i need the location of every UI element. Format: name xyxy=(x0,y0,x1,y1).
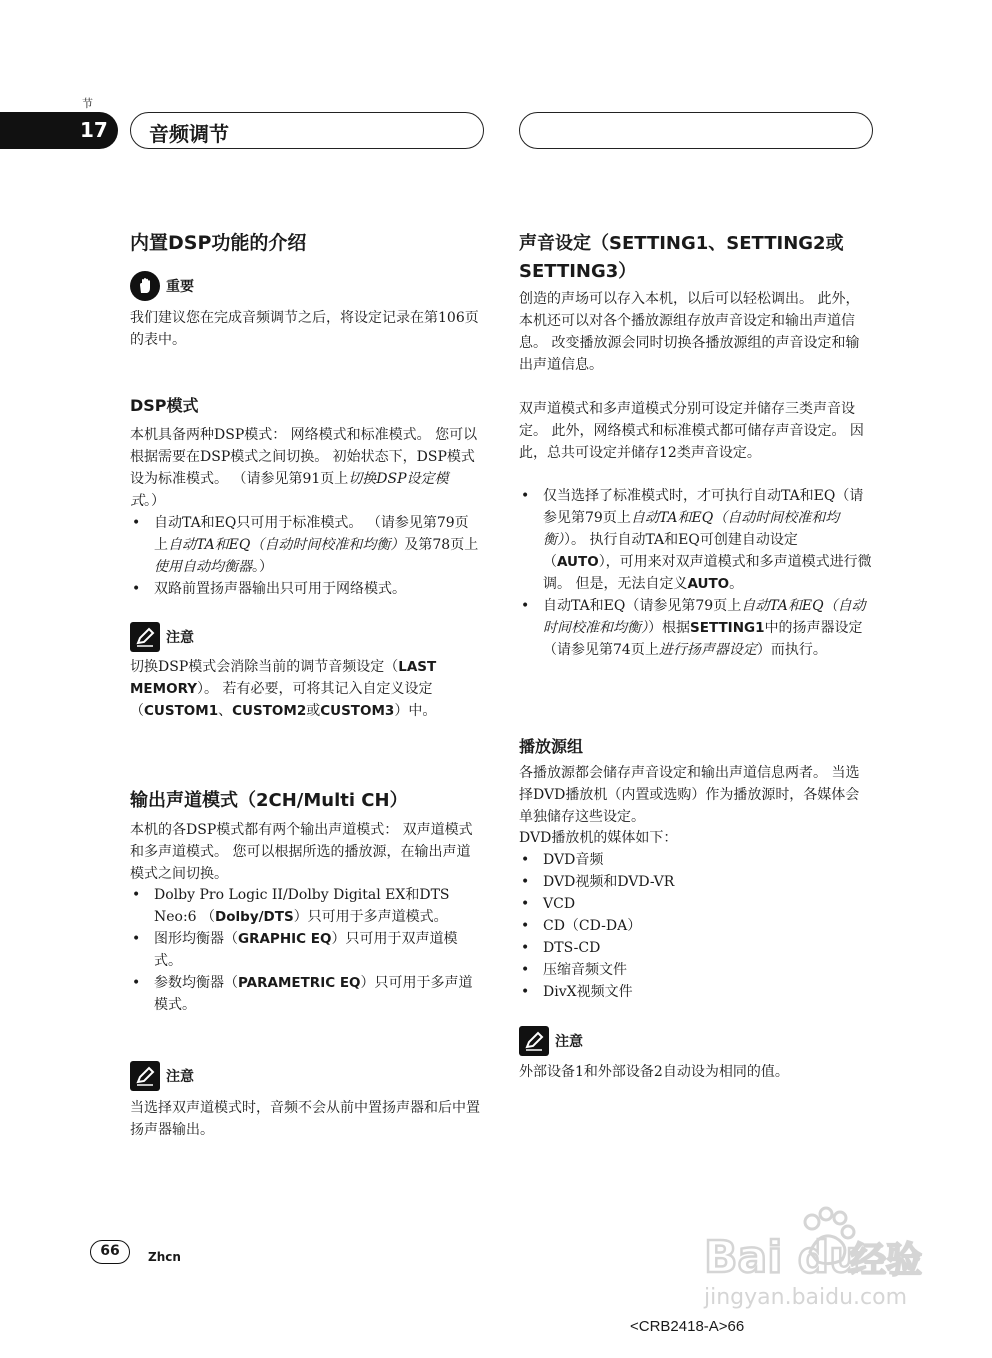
list-item: • 自动TA和EQ只可用于标准模式。 （请参见第79页上自动TA和EQ（自动时间校准和均衡）及第78页上使用自动均衡器。） xyxy=(130,512,482,578)
list-item: • DVD音频 xyxy=(519,849,873,871)
baidu-watermark-logo xyxy=(700,1200,940,1310)
important-badge xyxy=(130,271,194,301)
important-text: 我们建议您在完成音频调节之后，将设定记录在第106页的表中。 xyxy=(130,310,479,348)
list-item: • 自动TA和EQ（请参见第79页上自动TA和EQ（自动时间校准和均衡））根据SETTING1中的扬声器设定（请参见第74页上进行扬声器设定）而执行。 xyxy=(519,595,873,661)
note-badge xyxy=(130,1061,194,1091)
document-code: <CRB2418-A>66 xyxy=(630,1318,745,1335)
svg-text:经验: 经验 xyxy=(850,1240,923,1281)
note-label: 注意 xyxy=(166,630,194,646)
output-mode-list xyxy=(130,884,482,1016)
note-label: 注意 xyxy=(166,1069,194,1085)
svg-text:Bai du: Bai du xyxy=(704,1232,861,1283)
list-item: • 仅当选择了标准模式时，才可执行自动TA和EQ（请参见第79页上自动TA和EQ（自动时间校准和均衡））。 执行自动TA和EQ可创建自动设定（AUTO），可用来对双声道模式和多声道模式进行微调。 但是，无法自定义AUTO。 xyxy=(519,485,873,595)
section-number: 17 xyxy=(80,118,108,142)
chapter-title-frame xyxy=(130,112,484,149)
settings-paragraph-2: 双声道模式和多声道模式分别可设定并储存三类声音设定。 此外，网络模式和标准模式都可储存声音设定。 因此，总共可设定并储存12类声音设定。 xyxy=(519,401,864,461)
sources-paragraph-2: DVD播放机的媒体如下： xyxy=(519,830,678,846)
list-item: • 参数均衡器（PARAMETRIC EQ）只可用于多声道模式。 xyxy=(130,972,482,1016)
language-code: Zhcn xyxy=(148,1250,181,1264)
important-label: 重要 xyxy=(166,279,194,295)
list-item: • DVD视频和DVD-VR xyxy=(519,871,873,893)
chapter-title: 音频调节 xyxy=(149,122,229,146)
dsp-mode-heading: DSP模式 xyxy=(130,396,199,415)
section-label: 节 xyxy=(82,97,93,110)
header-empty-frame xyxy=(519,112,873,149)
output-mode-paragraph: 本机的各DSP模式都有两个输出声道模式： 双声道模式和多声道模式。 您可以根据所选的播放源，在输出声道模式之间切换。 xyxy=(130,822,473,882)
media-list xyxy=(519,849,873,1003)
pencil-note-icon xyxy=(130,1061,160,1091)
settings-list xyxy=(519,485,873,661)
output-mode-heading: 输出声道模式（2CH/Multi CH） xyxy=(130,790,408,811)
list-item: • 图形均衡器（GRAPHIC EQ）只可用于双声道模式。 xyxy=(130,928,482,972)
dsp-note-text: 切换DSP模式会消除当前的调节音频设定（LAST MEMORY）。 若有必要，可将其记入自定义设定（CUSTOM1、CUSTOM2或CUSTOM3）中。 xyxy=(130,659,437,719)
sources-note-text: 外部设备1和外部设备2自动设为相同的值。 xyxy=(519,1064,789,1080)
output-note-text: 当选择双声道模式时，音频不会从前中置扬声器和后中置扬声器输出。 xyxy=(130,1100,480,1138)
svg-text:jingyan.baidu.com: jingyan.baidu.com xyxy=(704,1285,908,1310)
settings-heading: 声音设定（SETTING1、SETTING2或SETTING3） xyxy=(519,233,844,282)
pencil-note-icon xyxy=(130,622,160,652)
sources-heading: 播放源组 xyxy=(519,737,584,756)
page-number: 66 xyxy=(90,1240,130,1264)
dsp-intro-heading: 内置DSP功能的介绍 xyxy=(130,232,307,254)
dsp-mode-paragraph: 本机具备两种DSP模式： 网络模式和标准模式。 您可以根据需要在DSP模式之间切换。 初始状态下，DSP模式设为标准模式。 （请参见第91页上切换DSP设定模式。） xyxy=(130,427,478,509)
list-item: • Dolby Pro Logic II/Dolby Digital EX和DTS Neo:6 （Dolby/DTS）只可用于多声道模式。 xyxy=(130,884,482,928)
pencil-note-icon xyxy=(519,1026,549,1056)
dsp-mode-list xyxy=(130,512,482,600)
list-item: • CD（CD-DA） xyxy=(519,915,873,937)
list-item: • DTS-CD xyxy=(519,937,873,959)
section-number-tab xyxy=(0,112,118,149)
sources-paragraph-1: 各播放源都会储存声音设定和输出声道信息两者。 当选择DVD播放机（内置或选购）作为播放源时，各媒体会单独储存这些设定。 xyxy=(519,765,860,825)
hand-stop-icon xyxy=(130,271,160,301)
list-item: • VCD xyxy=(519,893,873,915)
note-badge xyxy=(130,622,194,652)
list-item: • DivX视频文件 xyxy=(519,981,873,1003)
note-badge xyxy=(519,1026,583,1056)
note-label: 注意 xyxy=(555,1034,583,1050)
list-item: • 双路前置扬声器输出只可用于网络模式。 xyxy=(130,578,482,600)
settings-paragraph-1: 创造的声场可以存入本机，以后可以轻松调出。 此外，本机还可以对各个播放源组存放声音设定和输出声道信息。 改变播放源会同时切换各播放源组的声音设定和输出声道信息。 xyxy=(519,291,860,373)
list-item: • 压缩音频文件 xyxy=(519,959,873,981)
